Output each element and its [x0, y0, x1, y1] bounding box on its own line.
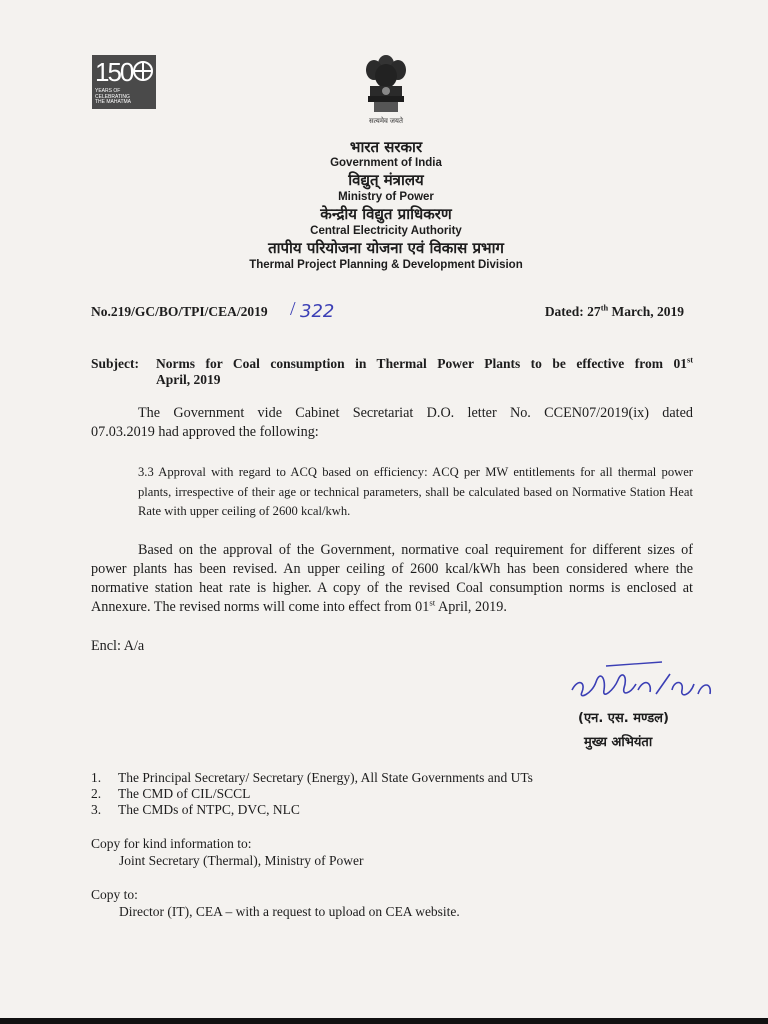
subject-label: Subject: [91, 356, 139, 371]
subject-text: Norms for Coal consumption in Thermal Power Plants to be effective from 01st April, 2019 [156, 355, 693, 387]
scan-bottom-edge [0, 1018, 768, 1024]
header-hindi-authority: केन्द्रीय विद्युत प्राधिकरण [320, 205, 452, 223]
paragraph-revision: Based on the approval of the Government, normative coal requirement for different sizes of power plants has been revised. An upper ceiling of 2600 kcal/kWh has been considered where the normative station heat rate is higher. A copy of the revised Coal consumption norms is enclosed at Annexure. The revised norms will come into effect from 01st April, 2019. [91, 542, 693, 615]
emblem-motto: सत्यमेव जयते [369, 117, 403, 125]
list-item: 2. The CMD of CIL/SCCL [91, 786, 251, 801]
copy-info-heading: Copy for kind information to: [91, 836, 252, 851]
subject-block [91, 356, 693, 388]
reference-number: No.219/GC/BO/TPI/CEA/2019 [91, 304, 268, 319]
copy-info-recipient: Joint Secretary (Thermal), Ministry of Power [119, 853, 364, 868]
distribution-list [91, 770, 533, 818]
handwritten-slash: / [290, 298, 296, 320]
header-hindi-ministry: विद्युत् मंत्रालय [348, 171, 424, 189]
gandhi-150-logo [92, 55, 156, 109]
logo-caption: YEARS OF CELEBRATING THE MAHATMA [95, 88, 132, 105]
list-item: 1. The Principal Secretary/ Secretary (Energy), All State Governments and UTs [91, 770, 533, 785]
charkha-icon [133, 61, 153, 81]
quoted-clause: 3.3 Approval with regard to ACQ based on efficiency: ACQ per MW entitlements for all thermal power plants, irrespective of their age or technical parameters, shall be calculated based on Normative Station Heat Rate with upper ceiling of 2600 kcal/kwh. [138, 465, 693, 518]
header-government: Government of India [330, 157, 442, 169]
signatory-designation: मुख्य अभियंता [584, 735, 653, 750]
handwritten-number: 322 [300, 301, 335, 322]
header-division: Thermal Project Planning & Development Division [249, 259, 523, 271]
enclosure-note: Encl: A/a [91, 638, 145, 654]
header-hindi-government: भारत सरकार [349, 138, 423, 156]
copy-to-recipient: Director (IT), CEA – with a request to upload on CEA website. [119, 904, 460, 919]
header-authority: Central Electricity Authority [310, 225, 462, 237]
signatory-name: (एन. एस. मण्डल) [578, 711, 669, 726]
handwritten-signature [566, 660, 716, 708]
letter-date: Dated: 27th March, 2019 [544, 303, 684, 319]
copy-to-heading: Copy to: [91, 887, 138, 902]
paragraph-approval: The Government vide Cabinet Secretariat D.O. letter No. CCEN07/2019(ix) dated 07.03.2019 had approved the following: [91, 405, 693, 440]
list-item: 3. The CMDs of NTPC, DVC, NLC [91, 802, 300, 817]
header-ministry: Ministry of Power [338, 191, 434, 203]
header-hindi-division: तापीय परियोजना योजना एवं विकास प्रभाग [268, 239, 504, 257]
logo-number: 150 [95, 57, 133, 87]
